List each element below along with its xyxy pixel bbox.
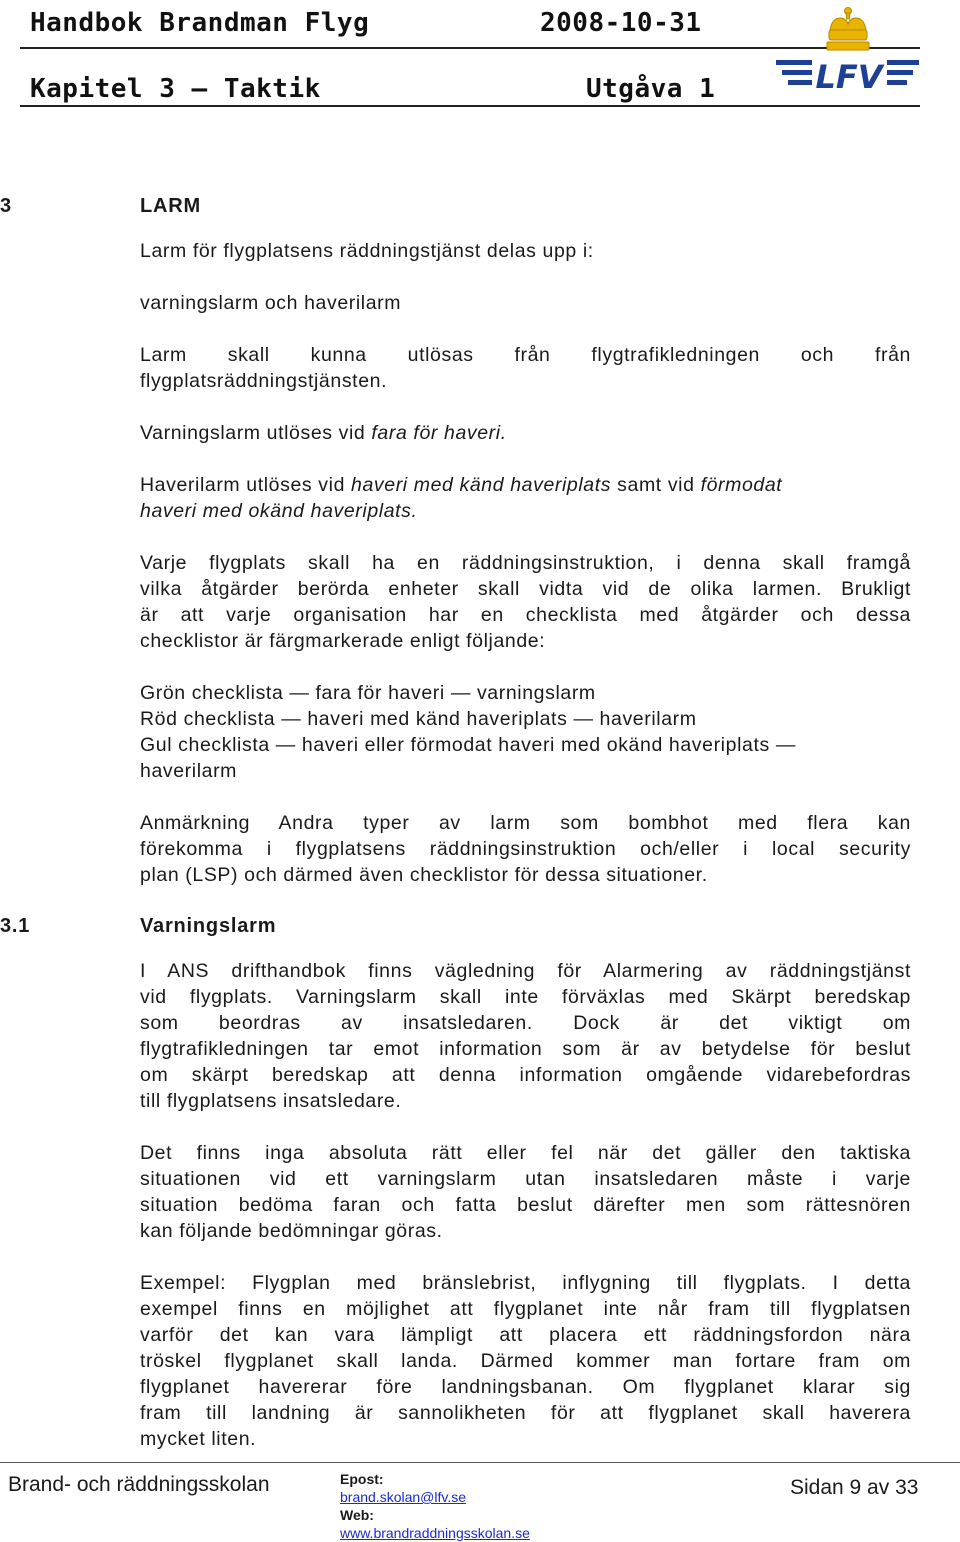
emphasis-text: förmodat — [700, 474, 783, 496]
text-line: Exempel: Flygplan med bränslebrist, inflygning till flygplats. I detta — [140, 1272, 911, 1294]
text-line: situation bedöma faran och fatta beslut därefter men som rättesnören — [140, 1194, 911, 1216]
logo-text: LFV — [815, 58, 883, 96]
section-intro: Larm för flygplatsens räddningstjänst delas upp i: — [140, 240, 594, 262]
web-label: Web: — [340, 1507, 374, 1523]
text-run: Haverilarm utlöses vid — [140, 474, 352, 496]
text-line: kan följande bedömningar göras. — [140, 1220, 443, 1242]
text-line: mycket liten. — [140, 1428, 257, 1450]
text-line: vid flygplats. Varningslarm skall inte förväxlas med Skärpt beredskap — [140, 986, 911, 1008]
text-line: Varje flygplats skall ha en räddningsinstruktion, i denna skall framgå — [140, 552, 911, 574]
text-line: flygplatsräddningstjänsten. — [140, 370, 388, 392]
email-label: Epost: — [340, 1471, 384, 1487]
text-line: exempel finns en möjlighet att flygplanet inte når fram till flygplatsen — [140, 1298, 911, 1320]
footer-school-name: Brand- och räddningsskolan — [8, 1473, 270, 1496]
text-line: tröskel flygplanet skall landa. Därmed kommer man fortare fram om — [140, 1350, 911, 1372]
document-title: Handbok Brandman Flyg — [30, 8, 370, 38]
text-line: flygplanet havererar före landningsbanan. Om flygplanet klarar sig — [140, 1376, 911, 1398]
checklist-yellow: Gul checklista — haveri eller förmodat haveri med okänd haveriplats — — [140, 734, 796, 756]
text-line: vilka åtgärder berörda enheter skall vidta vid de olika larmen. Brukligt — [140, 578, 911, 600]
crash-alarm-definition — [140, 472, 911, 524]
text-line: I ANS drifthandbok finns vägledning för Alarmering av räddningstjänst — [140, 960, 911, 982]
alarm-types: varningslarm och haverilarm — [140, 292, 402, 314]
text-line: som beordras av insatsledaren. Dock är det viktigt om — [140, 1012, 911, 1034]
text-line: varför det kan vara lämpligt att placera ett räddningsfordon nära — [140, 1324, 911, 1346]
rescue-instruction-paragraph — [140, 550, 911, 654]
text-line: om skärpt beredskap att denna information omgående vidarebefordras — [140, 1064, 911, 1086]
footer-divider — [0, 1462, 960, 1463]
warning-alarm-definition — [140, 420, 911, 446]
email-link[interactable]: brand.skolan@lfv.se — [340, 1489, 467, 1505]
text-line: checklistor är färgmarkerade enligt följande: — [140, 630, 546, 652]
section-heading: LARM — [140, 195, 201, 217]
text-line: till flygplatsens insatsledare. — [140, 1090, 402, 1112]
alarm-trigger-paragraph — [140, 342, 911, 394]
text-line: flygtrafikledningen tar emot information som är av betydelse för beslut — [140, 1038, 911, 1060]
checklist-yellow-cont: haverilarm — [140, 760, 238, 782]
edition-label: Utgåva 1 — [586, 74, 716, 104]
header-divider-lower — [20, 105, 920, 107]
document-date: 2008-10-31 — [540, 8, 702, 38]
checklist-list — [140, 680, 911, 784]
text-line: Larm skall kunna utlösas från flygtrafikledningen och från — [140, 344, 911, 366]
section-number: 3 — [0, 195, 12, 217]
crown-icon — [827, 8, 869, 51]
subsection-number: 3.1 — [0, 915, 31, 937]
web-link[interactable]: www.brandraddningsskolan.se — [340, 1525, 530, 1541]
text-run: Varningslarm utlöses vid — [140, 422, 372, 444]
text-line — [140, 472, 911, 498]
tactics-paragraph — [140, 1140, 911, 1244]
chapter-title: Kapitel 3 — Taktik — [30, 74, 321, 104]
subsection-heading: Varningslarm — [140, 915, 277, 937]
checklist-red: Röd checklista — haveri med känd haveriplats — haverilarm — [140, 708, 697, 730]
footer-contact — [340, 1470, 530, 1542]
lfv-logo — [772, 4, 922, 100]
emphasis-text: haveri med okänd haveriplats. — [140, 500, 418, 522]
text-line: Anmärkning Andra typer av larm som bombhot med flera kan — [140, 812, 911, 834]
text-line: situationen vid ett varningslarm utan insatsledaren måste i varje — [140, 1168, 911, 1190]
text-line: fram till landning är sannolikheten för att flygplanet skall haverera — [140, 1402, 911, 1424]
note-paragraph — [140, 810, 911, 888]
text-run: samt vid — [611, 474, 701, 496]
page-number: Sidan 9 av 33 — [790, 1476, 919, 1499]
emphasis-text: fara för haveri. — [371, 422, 507, 444]
text-line: plan (LSP) och därmed även checklistor för dessa situationer. — [140, 864, 708, 886]
ans-paragraph — [140, 958, 911, 1114]
text-line: Det finns inga absoluta rätt eller fel när det gäller den taktiska — [140, 1142, 911, 1164]
emphasis-text: haveri med känd haveriplats — [351, 474, 612, 496]
example-paragraph — [140, 1270, 911, 1452]
checklist-green: Grön checklista — fara för haveri — varningslarm — [140, 682, 596, 704]
text-line: förekomma i flygplatsens räddningsinstruktion och/eller i local security — [140, 838, 911, 860]
text-line: är att varje organisation har en checklista med åtgärder och dessa — [140, 604, 911, 626]
